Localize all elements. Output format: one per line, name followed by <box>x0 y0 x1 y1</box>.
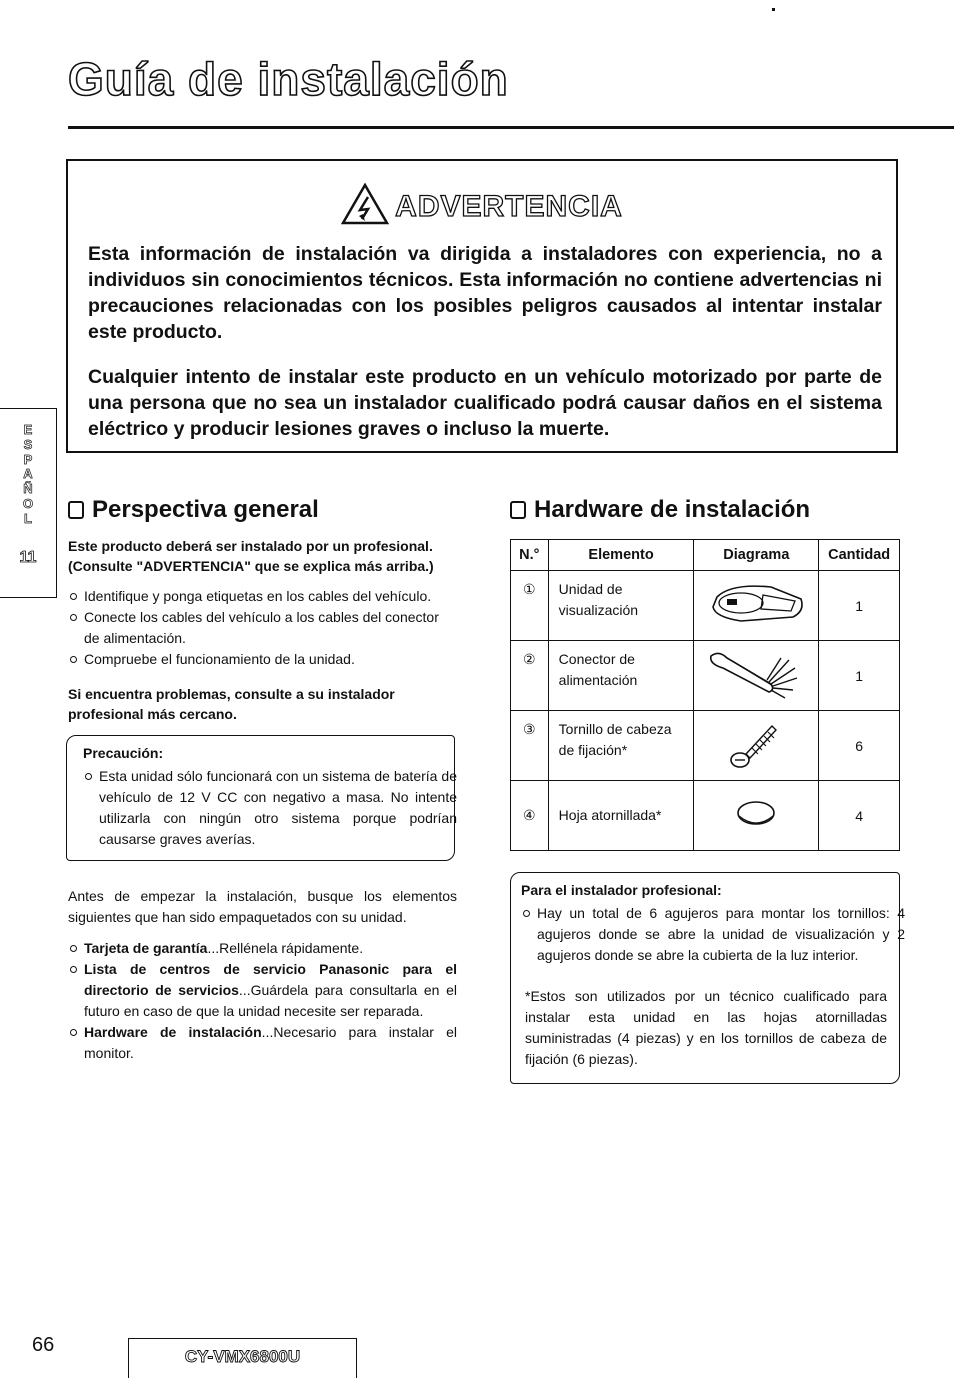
row-number: ② <box>511 641 549 711</box>
before-text: Antes de empezar la instalación, busque los elementos siguientes que han sido empaquetados con su unidad. <box>68 888 457 925</box>
title-rule <box>68 126 954 129</box>
section-square-icon <box>510 501 526 519</box>
package-items-list <box>68 938 457 1064</box>
row-number: ④ <box>511 781 549 851</box>
package-item-name: Lista de centros de servicio Panasonic para el directorio de servicios <box>84 961 457 998</box>
overview-bullet: Conecte los cables del vehículo a los cables del conector de alimentación. <box>68 607 458 649</box>
warning-paragraph-1: Esta información de instalación va dirigida a instaladores con experiencia, no a individuos sin conocimientos técnicos. Esta información no contiene advertencias ni precauciones relacionadas con los posibles peligros causados al intentar instalar este producto. <box>88 243 882 343</box>
warning-heading-text: ADVERTENCIA <box>395 189 623 223</box>
pro-installer-title: Para el instalador profesional: <box>521 882 722 898</box>
row-quantity: 6 <box>819 711 900 781</box>
power-connector-diagram-icon <box>694 641 819 711</box>
hardware-section-title <box>510 496 810 524</box>
language-side-tab <box>0 408 57 598</box>
overview-intro: Este producto deberá ser instalado por un profesional. (Consulte "ADVERTENCIA" que se explica más arriba.) <box>68 538 434 574</box>
model-name: CY-VMX6800U <box>184 1347 301 1366</box>
header-item: Elemento <box>548 540 694 571</box>
warning-heading <box>68 183 896 230</box>
pro-installer-footnote: *Estos son utilizados por un técnico cualificado para instalar esta unidad en las hojas atornilladas suministradas (4 piezas) y en los tornillos de cabeza de fijación (6 piezas). <box>525 988 887 1067</box>
warning-triangle-icon <box>341 183 389 230</box>
row-item: Conector de alimentación <box>558 651 638 688</box>
overview-title-text: Perspectiva general <box>92 496 319 523</box>
table-row <box>511 711 900 781</box>
header-no: N.° <box>511 540 549 571</box>
package-item <box>68 938 457 959</box>
screw-sheet-diagram-icon <box>694 781 819 851</box>
screw-diagram-icon <box>694 711 819 781</box>
overview-bullet: Compruebe el funcionamiento de la unidad. <box>68 649 458 670</box>
pro-installer-box <box>510 872 905 1084</box>
page-title: Guía de instalación <box>68 53 509 105</box>
table-row <box>511 571 900 641</box>
row-quantity: 1 <box>819 571 900 641</box>
warning-box <box>66 159 898 453</box>
table-row <box>511 641 900 711</box>
overview-section-title <box>68 496 319 524</box>
stray-dot <box>772 8 775 11</box>
row-number: ① <box>511 571 549 641</box>
side-tab-language: E S P A Ñ O L <box>22 422 34 526</box>
header-diagram: Diagrama <box>694 540 819 571</box>
model-box <box>128 1338 357 1378</box>
overview-bullet-list <box>68 586 458 670</box>
package-item-name: Tarjeta de garantía <box>84 940 208 956</box>
row-quantity: 4 <box>819 781 900 851</box>
package-item-desc: ...Rellénela rápidamente. <box>207 940 364 956</box>
row-number: ③ <box>511 711 549 781</box>
overview-bullet: Identifique y ponga etiquetas en los cables del vehículo. <box>68 586 458 607</box>
row-item: Hoja atornillada* <box>558 807 662 823</box>
warning-paragraph-2: Cualquier intento de instalar este producto en un vehículo motorizado por parte de una persona que no sea un instalador cualificado podrá causar daños en el sistema eléctrico y producir lesiones graves o incluso la muerte. <box>88 366 882 440</box>
caution-text: Esta unidad sólo funcionará con un sistema de batería de vehículo de 12 V CC con negativo a masa. No intente utilizarla con ningún otro sistema porque podrían causarse graves averías. <box>83 766 457 850</box>
side-tab-number: 11 <box>19 549 37 566</box>
hardware-table-header <box>511 540 900 571</box>
table-row <box>511 781 900 851</box>
section-square-icon <box>68 501 84 519</box>
package-item-name: Hardware de instalación <box>84 1024 262 1040</box>
package-item <box>68 1022 457 1064</box>
caution-box <box>66 735 455 861</box>
hardware-table <box>510 539 900 851</box>
package-item <box>68 959 457 1022</box>
package-item-desc: ...Guárdela para consultarla en el futuro en caso de que la unidad necesite ser reparada. <box>84 982 457 1019</box>
row-item: Unidad de visualización <box>558 581 639 618</box>
hardware-title-text: Hardware de instalación <box>534 496 811 523</box>
problems-note: Si encuentra problemas, consulte a su instalador profesional más cercano. <box>68 686 395 722</box>
page-number: 66 <box>32 1334 55 1356</box>
pro-installer-bullet: Hay un total de 6 agujeros para montar los tornillos: 4 agujeros donde se abre la unidad de visualización y 2 agujeros donde se abre la cubierta de la luz interior. <box>521 903 905 966</box>
row-quantity: 1 <box>819 641 900 711</box>
caution-title: Precaución: <box>83 745 164 761</box>
header-quantity: Cantidad <box>819 540 900 571</box>
display-unit-diagram-icon <box>694 571 819 641</box>
package-item-desc: ...Necesario para instalar el monitor. <box>84 1024 457 1061</box>
row-item: Tornillo de cabeza de fijación* <box>558 721 672 758</box>
